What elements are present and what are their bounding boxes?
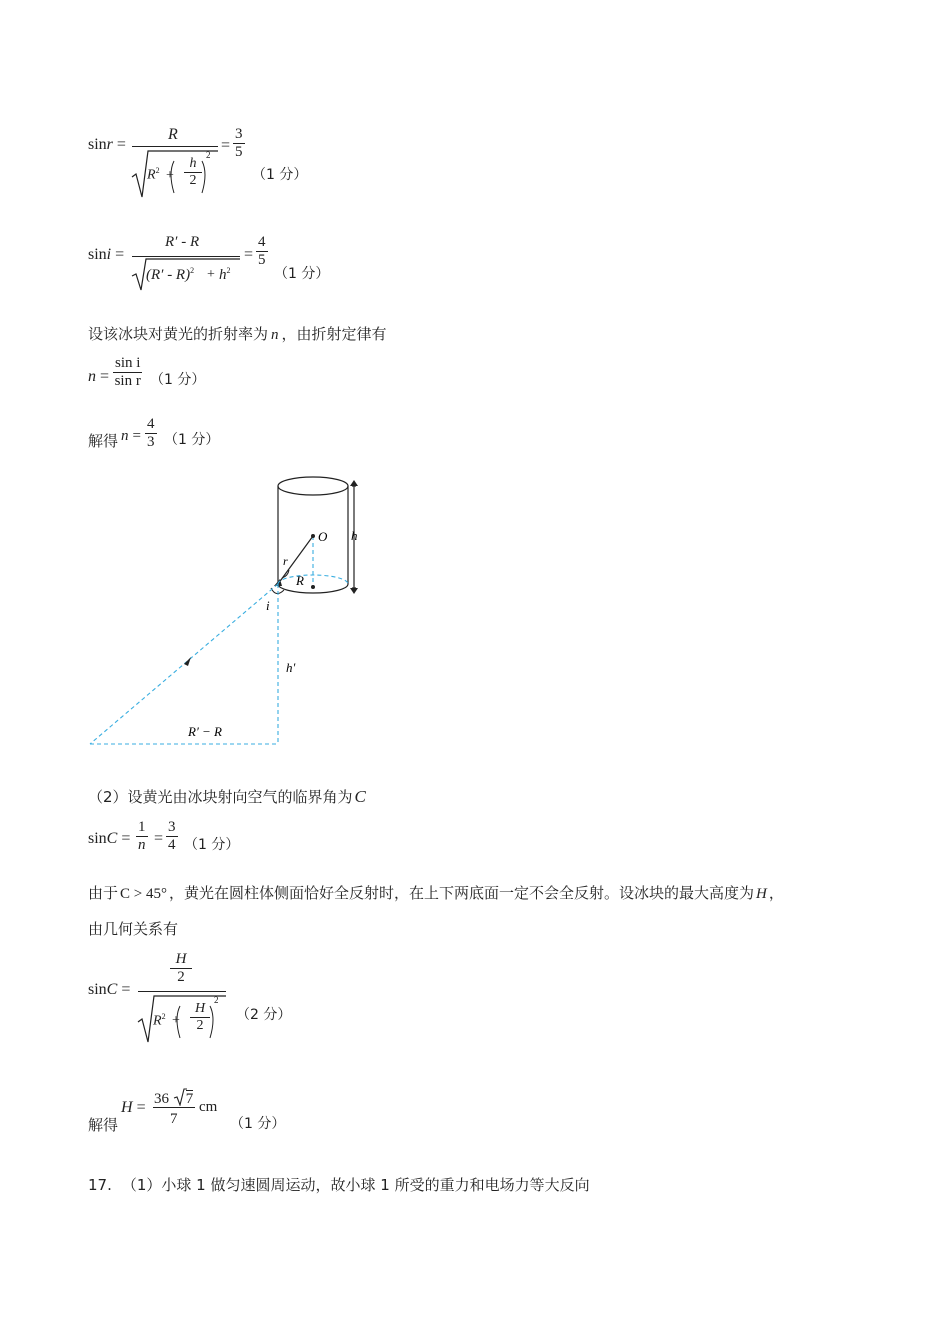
eq2-eq2: =: [244, 246, 254, 263]
line7: 由几何关系有: [88, 920, 179, 938]
line3: 设该冰块对黄光的折射率为 n ，由折射定律有: [88, 325, 387, 343]
eq4-prefix: 解得: [88, 432, 119, 450]
eq1-numerator: R: [168, 126, 178, 143]
eq6-lhs: sinC =: [88, 981, 131, 998]
eq7-sqrt-sign: [173, 1088, 187, 1106]
eq1-rad-frac: $\frac{h}{2}$: [184, 156, 202, 189]
label-R: R: [296, 573, 304, 588]
eq3-lhs: n =: [88, 368, 110, 385]
eq6-score: （2 分）: [236, 1007, 292, 1023]
eq7-lhs: H =: [121, 1099, 146, 1116]
eq2-result: $\frac{4}{5}$: [258, 234, 266, 268]
eq5-frac2: $\frac{3}{4}$: [168, 819, 176, 853]
label-base: R′ − R: [188, 724, 222, 739]
eq3-fraction: $\frac{\text{sin i}}{\text{sin r}}$: [114, 355, 141, 389]
eq6-rad-term1: $R^2$: [153, 1012, 166, 1029]
label-r: r: [283, 554, 288, 568]
part2-line: （2）设黄光由冰块射向空气的临界角为 C: [88, 787, 366, 806]
eq4-lhs: n =: [121, 428, 141, 444]
eq7-prefix: 解得: [88, 1116, 119, 1134]
eq3-score: （1 分）: [150, 372, 206, 388]
eq2-rad-main: (R′ - R)$^2$: [146, 266, 195, 283]
label-h: h: [351, 528, 358, 543]
eq2-plus: +: [207, 267, 215, 282]
eq2-score: （1 分）: [274, 266, 330, 282]
eq1-lhs: sinr =: [88, 136, 126, 153]
eq6-rad-frac: $\frac{H}{2}$: [190, 1001, 210, 1034]
eq5-lhs: sinC =: [88, 830, 131, 847]
label-o: O: [318, 529, 328, 544]
ray-arrow: [184, 657, 191, 666]
eq1-rad-term1: $R^2$: [147, 166, 160, 183]
eq4-score: （1 分）: [164, 432, 220, 448]
eq1-plus: +: [166, 168, 174, 183]
eq7-denominator: 7: [170, 1111, 178, 1127]
eq2-numerator: R′ - R: [165, 234, 200, 250]
label-hprime: h′: [286, 660, 296, 675]
eq6-rad-exp2: 2: [214, 995, 219, 1005]
eq6-plus: +: [172, 1013, 180, 1028]
eq4-fraction: $\frac{4}{3}$: [147, 416, 155, 450]
eq5-eq2: =: [154, 830, 164, 847]
eq1-eq2: =: [221, 137, 231, 154]
line6: 由于 C > 45° ，黄光在圆柱体侧面恰好全反射时，在上下两底面一定不会全反射。设冰块的最大高度为 H ，: [88, 884, 784, 902]
cylinder-top: [278, 477, 348, 495]
eq1-score: （1 分）: [252, 167, 308, 183]
label-i: i: [266, 598, 270, 613]
eq1-rad-exp2: 2: [206, 150, 211, 160]
eq5-score: （1 分）: [184, 837, 240, 853]
eq5-frac1: $\frac{1}{n}$: [138, 819, 146, 853]
eq7-fraction-bar: [153, 1107, 195, 1108]
eq7-unit: cm: [199, 1099, 218, 1115]
eq2-lhs: sini =: [88, 246, 125, 263]
eq1-result: $\frac{3}{5}$: [235, 126, 243, 160]
cylinder-figure: [80, 470, 380, 760]
q17-line: 17. （1）小球 1 做匀速圆周运动，故小球 1 所受的重力和电场力等大反向: [88, 1176, 590, 1194]
eq6-numerator: $\frac{H}{2}$: [170, 951, 192, 986]
eq7-score: （1 分）: [230, 1116, 286, 1132]
eq7-numerator: 36 7: [154, 1088, 193, 1108]
eq2-rad-h: $h^2$: [219, 266, 231, 283]
